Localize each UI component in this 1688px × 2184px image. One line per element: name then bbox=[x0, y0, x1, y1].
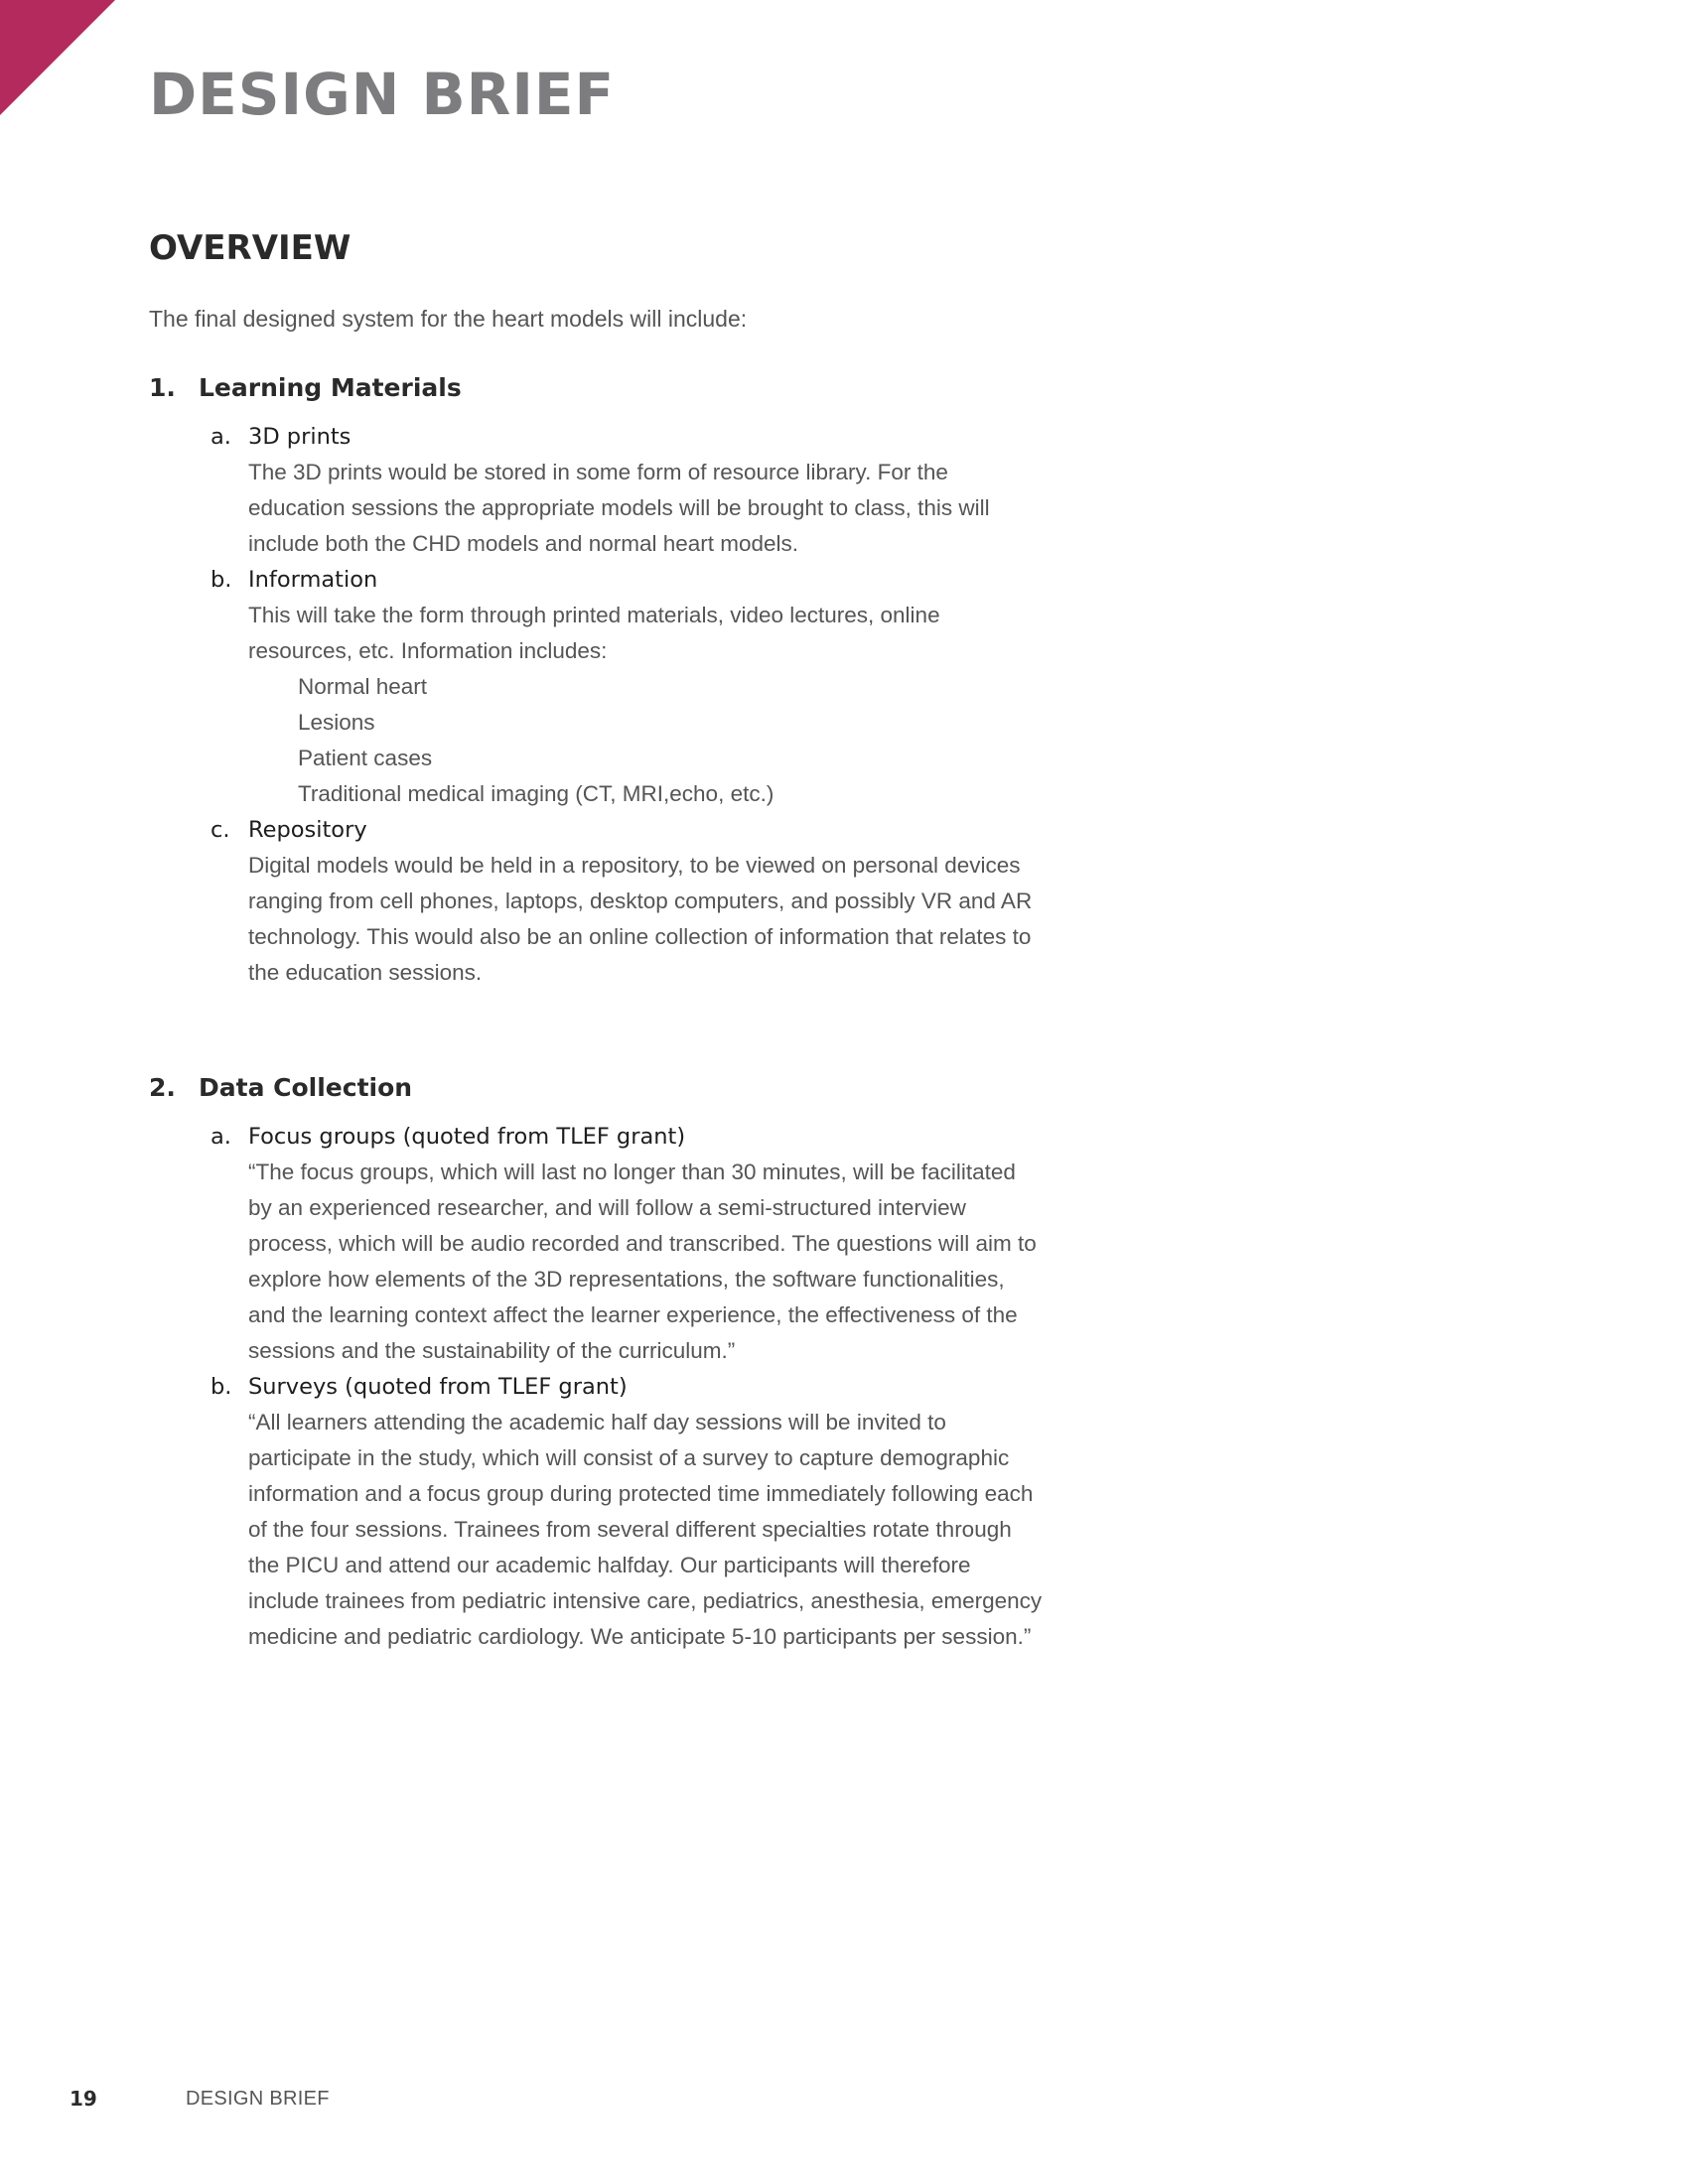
item-heading bbox=[211, 562, 1043, 598]
list-item bbox=[211, 1369, 1043, 1655]
group-heading bbox=[149, 373, 1043, 403]
sub-list-item: Traditional medical imaging (CT, MRI,echo, etc.) bbox=[298, 781, 774, 806]
group-data-collection bbox=[149, 1073, 1043, 1655]
group-number: 2. bbox=[149, 1073, 176, 1102]
group-learning-materials bbox=[149, 373, 1043, 991]
sub-list-item: Patient cases bbox=[298, 746, 433, 770]
group-title: Learning Materials bbox=[199, 373, 462, 402]
page-title: DESIGN BRIEF bbox=[149, 61, 616, 128]
item-text: “The focus groups, which will last no longer than 30 minutes, will be facilitated by an experienced researcher, and will follow a semi-structured interview process, which will be audio recorded and transcribed. The questions will aim to explore how elements of the 3D representations, the software functionalities, and the learning context affect the learner experience, the effectiveness of the sessions and the sustainability of the curriculum.” bbox=[248, 1160, 1037, 1363]
item-letter: a. bbox=[211, 424, 231, 450]
section-heading: OVERVIEW bbox=[149, 228, 352, 268]
item-text: “All learners attending the academic half day sessions will be invited to participate in the study, which will consist of a survey to capture demographic information and a focus group during protected time immediately following each of the four sessions. Trainees from several different specialties rotate through the PICU and attend our academic halfday. Our participants will therefore include trainees from pediatric intensive care, pediatrics, anesthesia, emergency medicine and pediatric cardiology. We anticipate 5-10 participants per session.” bbox=[248, 1410, 1043, 1649]
item-list bbox=[149, 1119, 1043, 1655]
footer-label: DESIGN BRIEF bbox=[186, 2088, 330, 2110]
item-body bbox=[211, 598, 1043, 812]
item-body bbox=[211, 455, 1043, 562]
item-body bbox=[211, 1405, 1043, 1655]
list-item bbox=[211, 419, 1043, 562]
group-heading bbox=[149, 1073, 1043, 1103]
item-title: Information bbox=[248, 567, 378, 593]
page-number: 19 bbox=[70, 2087, 97, 2111]
item-letter: a. bbox=[211, 1124, 231, 1150]
item-body bbox=[211, 1155, 1043, 1369]
item-title: Repository bbox=[248, 817, 367, 843]
item-title: 3D prints bbox=[248, 424, 352, 450]
item-list bbox=[149, 419, 1043, 991]
item-title: Focus groups (quoted from TLEF grant) bbox=[248, 1124, 686, 1150]
item-heading bbox=[211, 419, 1043, 455]
intro-text: The final designed system for the heart models will include: bbox=[149, 306, 748, 332]
item-text: This will take the form through printed materials, video lectures, online resources, etc. Information includes: bbox=[248, 603, 940, 663]
list-item bbox=[211, 812, 1043, 991]
sub-list-item: Normal heart bbox=[298, 674, 428, 699]
item-heading bbox=[211, 812, 1043, 848]
item-heading bbox=[211, 1119, 1043, 1155]
group-number: 1. bbox=[149, 373, 176, 402]
sub-list bbox=[248, 669, 1043, 812]
item-body bbox=[211, 848, 1043, 991]
item-text: The 3D prints would be stored in some form of resource library. For the education sessions the appropriate models will be brought to class, this will include both the CHD models and normal heart models. bbox=[248, 460, 990, 556]
item-heading bbox=[211, 1369, 1043, 1405]
list-item bbox=[211, 562, 1043, 812]
list-item bbox=[211, 1119, 1043, 1369]
item-text: Digital models would be held in a repository, to be viewed on personal devices ranging from cell phones, laptops, desktop computers, and possibly VR and AR technology. This would also be an online collection of information that relates to the education sessions. bbox=[248, 853, 1033, 985]
corner-accent bbox=[0, 0, 115, 115]
item-letter: b. bbox=[211, 567, 232, 593]
item-title: Surveys (quoted from TLEF grant) bbox=[248, 1374, 628, 1400]
sub-list-item: Lesions bbox=[298, 710, 375, 735]
item-letter: c. bbox=[211, 817, 230, 843]
item-letter: b. bbox=[211, 1374, 232, 1400]
group-title: Data Collection bbox=[199, 1073, 413, 1102]
